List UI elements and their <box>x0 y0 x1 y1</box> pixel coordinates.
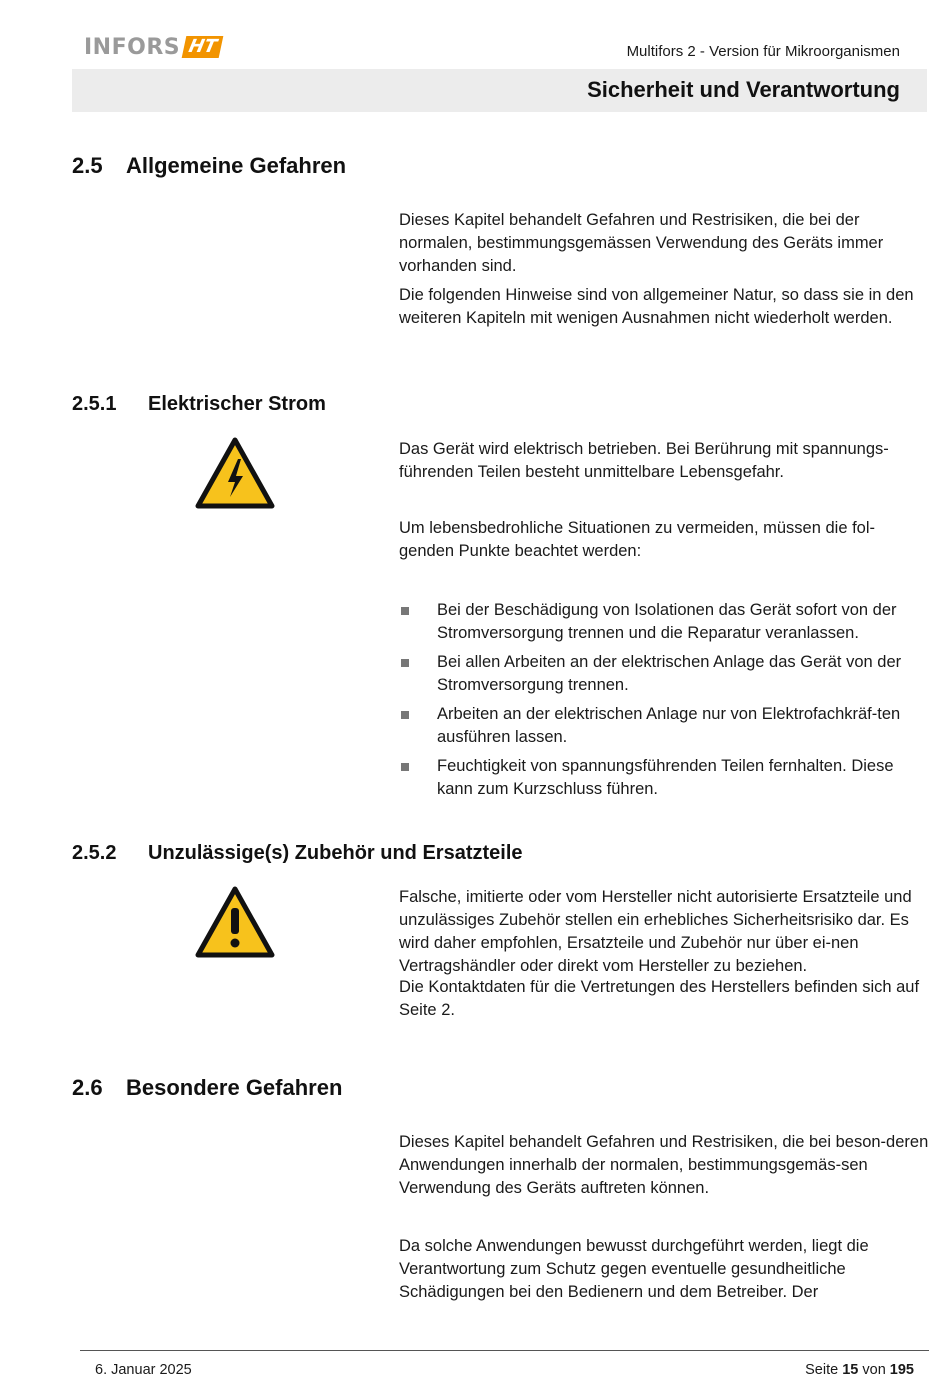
footer-date: 6. Januar 2025 <box>95 1362 192 1378</box>
list-item: Bei allen Arbeiten an der elektrischen Anlage das Gerät von der Stromversorgung trennen. <box>399 651 929 697</box>
section-title: Unzulässige(s) Zubehör und Ersatzteile <box>148 842 523 864</box>
hazard-bullet-list <box>399 599 929 807</box>
paragraph: Da solche Anwendungen bewusst durchgeführt werden, liegt die Verantwortung zum Schutz gegen eventuelle gesundheitliche Schädigungen bei den Bedienern und dem Betreiber. Der <box>399 1237 869 1301</box>
section-title: Elektrischer Strom <box>148 393 326 415</box>
general-warning-icon <box>195 886 275 958</box>
bullet-square-icon <box>401 711 409 719</box>
section-number: 2.6 <box>72 1075 103 1100</box>
section-title: Allgemeine Gefahren <box>126 153 347 178</box>
logo-text: INFORS <box>84 34 181 60</box>
section-heading-2-5-2 <box>72 842 523 865</box>
paragraph: Um lebensbedrohliche Situationen zu vermeiden, müssen die fol-genden Punkte beachtet werden: <box>399 519 876 560</box>
section-title: Besondere Gefahren <box>126 1075 343 1100</box>
list-item: Bei der Beschädigung von Isolationen das Gerät sofort von der Stromversorgung trennen und die Reparatur veranlassen. <box>399 599 929 645</box>
section-number: 2.5.1 <box>72 393 117 415</box>
section-heading-2-5-1 <box>72 393 326 416</box>
paragraph: Die folgenden Hinweise sind von allgemeiner Natur, so dass sie in den weiteren Kapiteln mit wenigen Ausnahmen nicht wiederholt werden. <box>399 286 914 327</box>
chapter-title: Sicherheit und Verantwortung <box>587 77 900 102</box>
total-pages: 195 <box>889 1362 914 1378</box>
current-page: 15 <box>842 1362 859 1378</box>
bullet-square-icon <box>401 659 409 667</box>
page-number: Seite 15 von 195 <box>805 1362 914 1378</box>
bullet-square-icon <box>401 763 409 771</box>
footer-divider <box>80 1350 929 1351</box>
infors-logo <box>84 34 221 60</box>
section-number: 2.5 <box>72 153 103 178</box>
paragraph: Dieses Kapitel behandelt Gefahren und Restrisiken, die bei der normalen, bestimmungsgemässen Verwendung des Geräts immer vorhanden sind. <box>399 211 884 275</box>
list-item: Feuchtigkeit von spannungsführenden Teilen fernhalten. Diese kann zum Kurzschluss führen. <box>399 755 929 801</box>
paragraph: Die Kontaktdaten für die Vertretungen des Herstellers befinden sich auf Seite 2. <box>399 978 920 1019</box>
list-item: Arbeiten an der elektrischen Anlage nur von Elektrofachkräf-ten ausführen lassen. <box>399 703 929 749</box>
bullet-square-icon <box>401 607 409 615</box>
electrical-hazard-icon <box>195 437 275 509</box>
section-heading-2-5 <box>72 153 346 179</box>
section-number: 2.5.2 <box>72 842 117 864</box>
paragraph: Dieses Kapitel behandelt Gefahren und Restrisiken, die bei beson-deren Anwendungen innerhalb der normalen, bestimmungsgemäs-sen Verwendung des Geräts auftreten können. <box>399 1133 929 1197</box>
section-heading-2-6 <box>72 1075 342 1101</box>
paragraph: Das Gerät wird elektrisch betrieben. Bei Berührung mit spannungs-führenden Teilen besteht unmittelbare Lebensgefahr. <box>399 440 889 481</box>
logo-badge: HT <box>182 36 224 58</box>
paragraph: Falsche, imitierte oder vom Hersteller nicht autorisierte Ersatzteile und unzulässiges Zubehör stellen ein erhebliches Sicherheitsrisiko dar. Es wird daher empfohlen, Ersatzteile und Zubehör nur über ei-nen Vertragshändler oder direkt vom Hersteller zu beziehen. <box>399 888 912 975</box>
document-title: Multifors 2 - Version für Mikroorganismen <box>626 43 900 60</box>
